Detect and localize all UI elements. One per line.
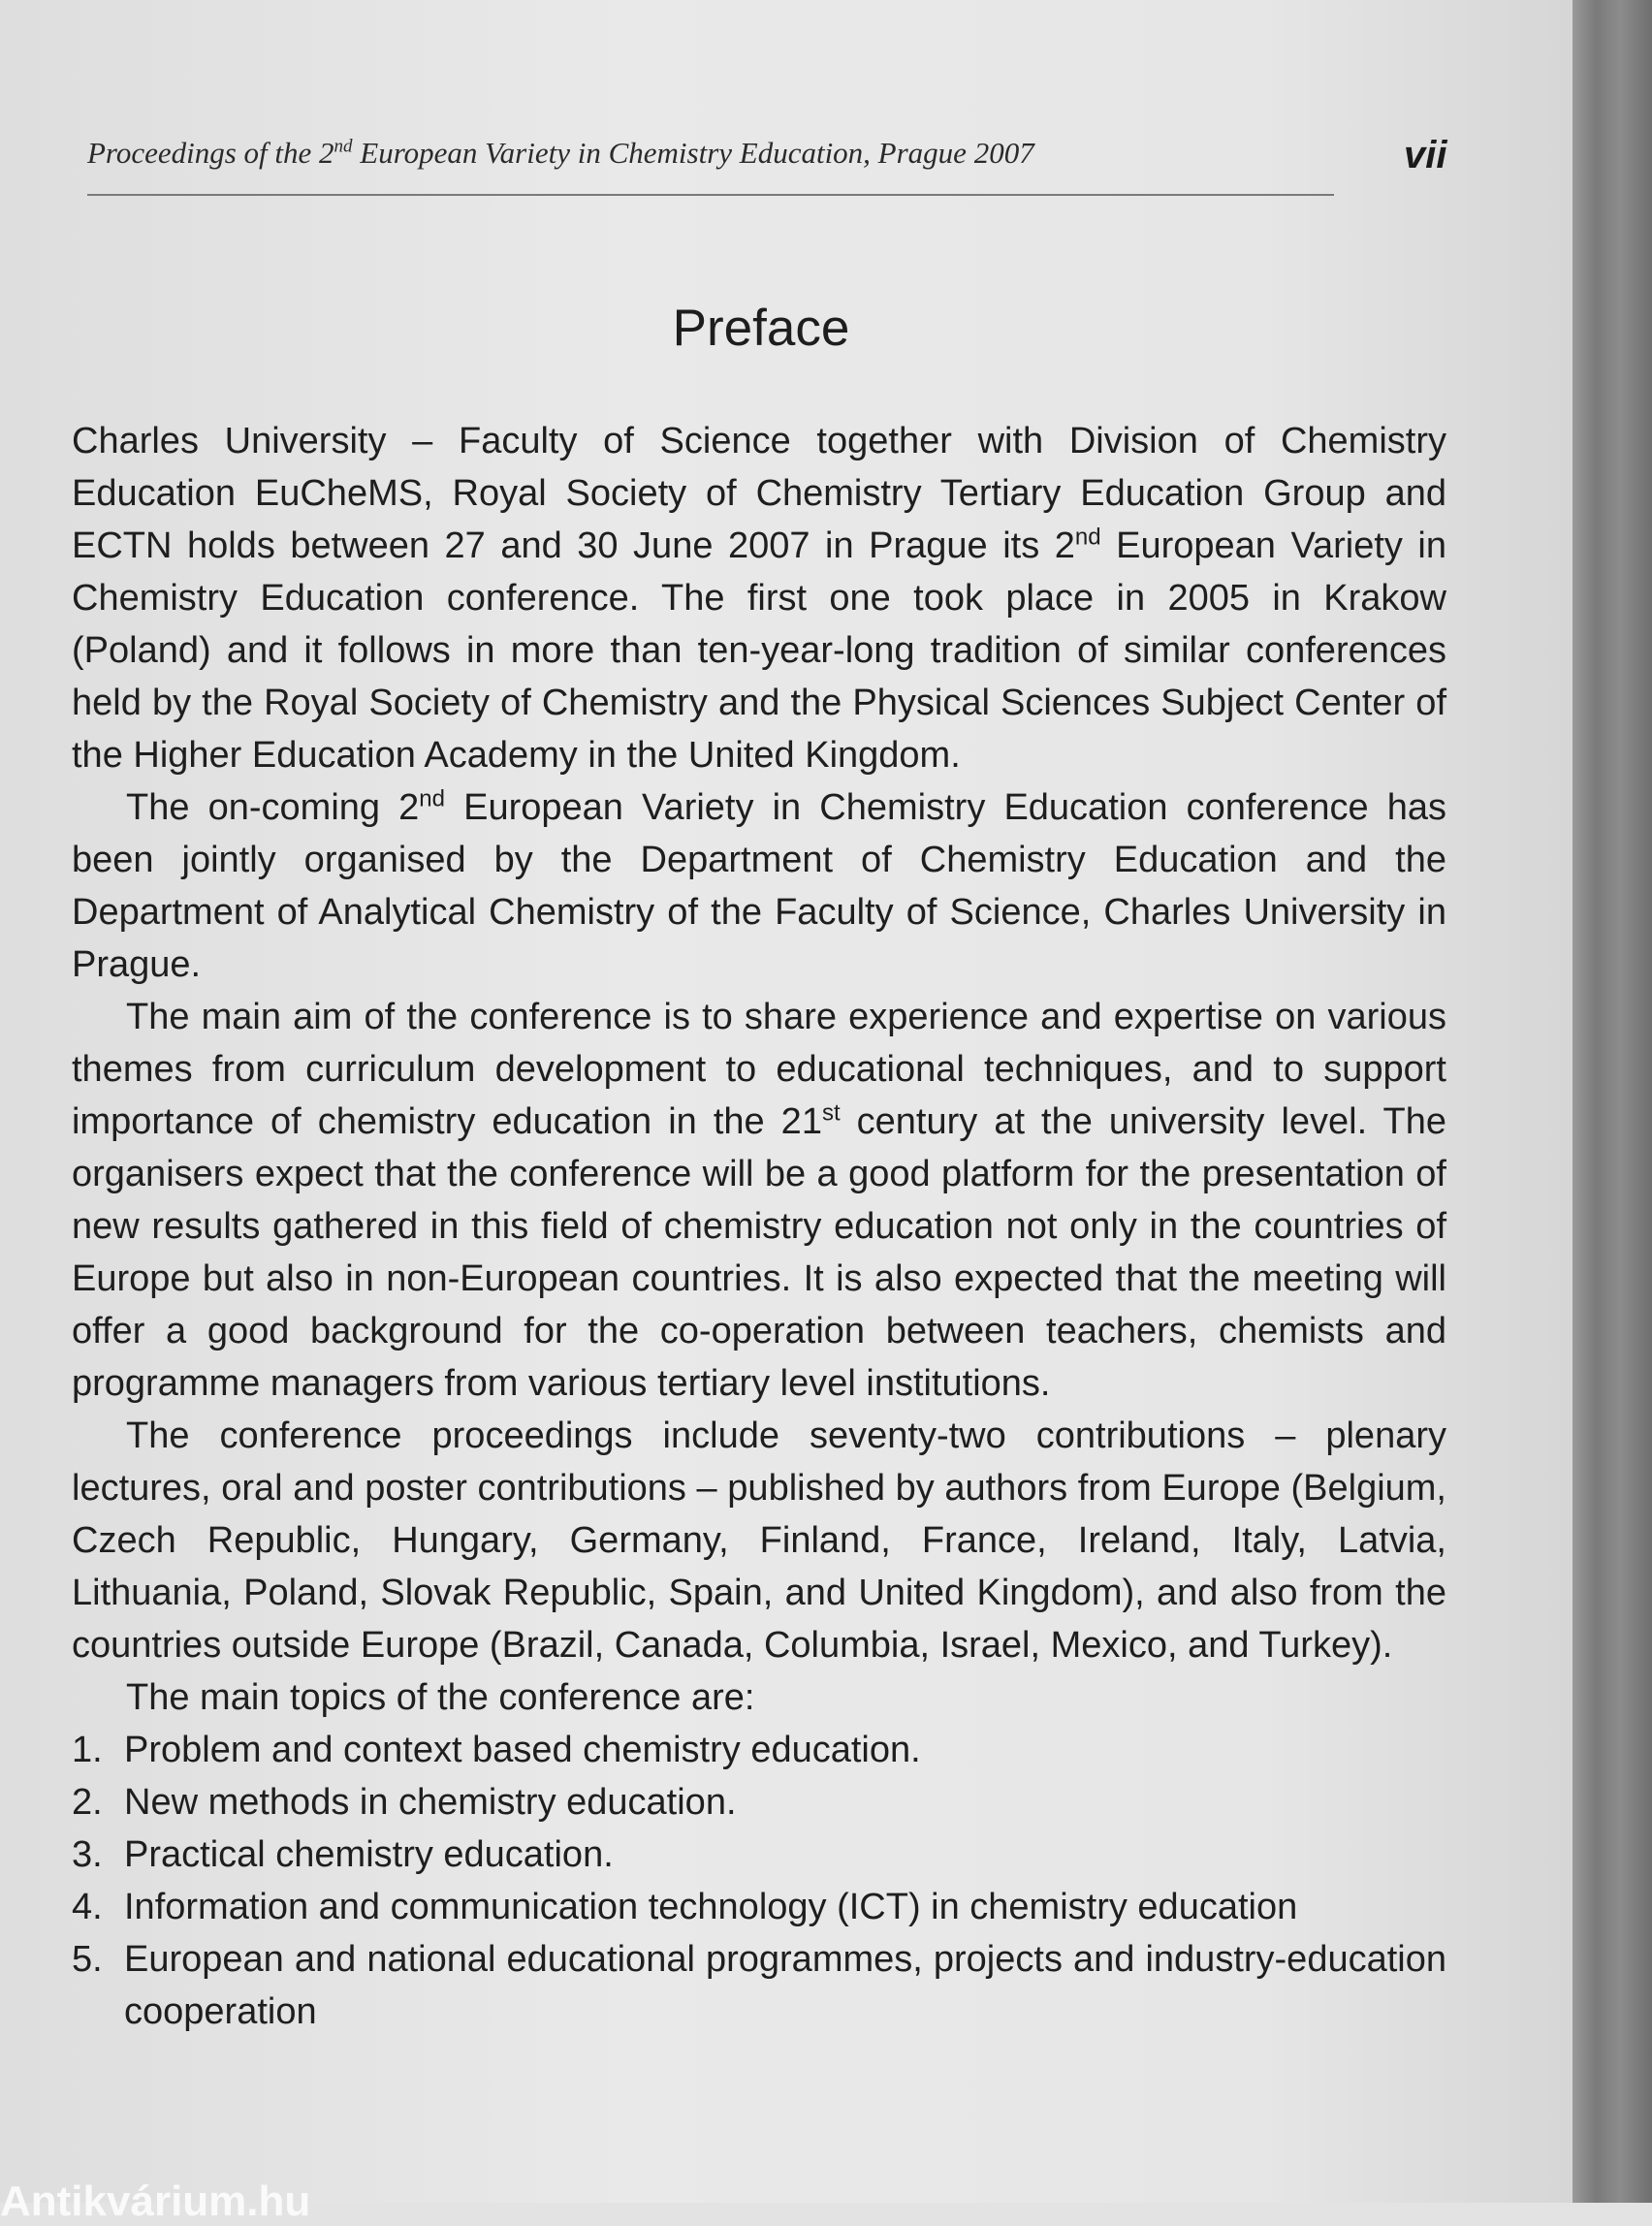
paragraph-1: Charles University – Faculty of Science together with Division of Chemistry Education EuCheMS, Royal Society of Chemistry Tertiary Education Group and ECTN holds between 27 and 30 June 2007 in Prague its 2nd European Variety in Chemistry Education conference. The first one took place in 2005 in Krakow (Poland) and it follows in more than ten-year-long tradition of similar conferences held by the Royal Society of Chemistry and the Physical Sciences Subject Center of the Higher Education Academy in the United Kingdom. xyxy=(72,421,1447,776)
list-item-number: 2. xyxy=(72,1782,103,1823)
topic-list xyxy=(72,1724,1446,2038)
list-item xyxy=(72,1776,1446,1828)
list-item-number: 1. xyxy=(72,1730,103,1770)
list-item-text: New methods in chemistry education. xyxy=(124,1782,737,1823)
paragraph-3: The main aim of the conference is to share experience and expertise on various themes from curriculum development to educational techniques, and to support importance of chemistry education in the 21st century at the university level. The organisers expect that the conference will be a good platform for the presentation of new results gathered in this field of chemistry education not only in the countries of Europe but also in non-European countries. It is also expected that the meeting will offer a good background for the co-operation between teachers, chemists and programme managers from various tertiary level institutions. xyxy=(72,997,1446,1404)
preface-body xyxy=(72,415,1446,2038)
paragraph-2: The on-coming 2nd European Variety in Chemistry Education conference has been jointly organised by the Department of Chemistry Education and the Department of Analytical Chemistry of the Faculty of Science, Charles University in Prague. xyxy=(72,785,1446,985)
list-item xyxy=(72,1881,1446,1933)
list-item-number: 4. xyxy=(72,1887,103,1927)
list-item-text: Problem and context based chemistry education. xyxy=(124,1730,921,1770)
list-item xyxy=(72,1828,1446,1881)
list-item-text: European and national educational programmes, projects and industry-education cooperation xyxy=(124,1939,1446,2032)
running-header xyxy=(87,136,1334,196)
list-item-number: 3. xyxy=(72,1834,103,1875)
topics-intro: The main topics of the conference are: xyxy=(126,1677,755,1718)
list-item-number: 5. xyxy=(72,1939,103,1980)
page-number: vii xyxy=(1404,134,1447,176)
list-item-text: Information and communication technology (ICT) in chemistry education xyxy=(124,1887,1298,1927)
paragraph-4: The conference proceedings include seventy-two contributions – plenary lectures, oral and poster contributions – published by authors from Europe (Belgium, Czech Republic, Hungary, Germany, Finland, France, Ireland, Italy, Latvia, Lithuania, Poland, Slovak Republic, Spain, and United Kingdom), and also from the countries outside Europe (Brazil, Canada, Columbia, Israel, Mexico, and Turkey). xyxy=(72,1415,1446,1666)
list-item xyxy=(72,1724,1446,1776)
list-item xyxy=(72,1933,1446,2038)
page-title: Preface xyxy=(672,300,850,357)
header-title: Proceedings of the 2nd European Variety in Chemistry Education, Prague 2007 xyxy=(87,136,1034,170)
book-binding-shadow xyxy=(1573,0,1652,2203)
list-item-text: Practical chemistry education. xyxy=(124,1834,614,1875)
watermark: Antikvárium.hu xyxy=(0,2178,311,2225)
